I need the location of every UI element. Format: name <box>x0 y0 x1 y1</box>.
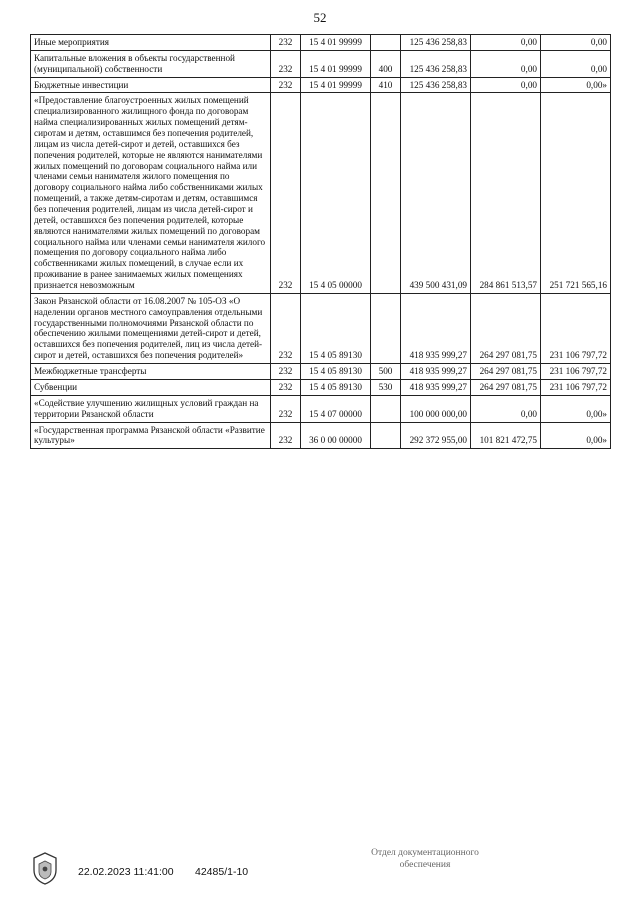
budget-table <box>30 34 611 449</box>
row-amount-2024-cell: 0,00 <box>471 77 541 93</box>
row-amount-2024-cell: 264 297 081,75 <box>471 364 541 380</box>
table-row <box>31 395 611 422</box>
table-row <box>31 364 611 380</box>
row-section-cell: 15 4 01 99999 <box>301 50 371 77</box>
row-name-cell: «Содействие улучшению жилищных условий граждан на территории Рязанской области <box>31 395 271 422</box>
row-name-cell: Межбюджетные трансферты <box>31 364 271 380</box>
row-amount-2023-cell: 125 436 258,83 <box>401 35 471 51</box>
table-row <box>31 77 611 93</box>
row-amount-2024-cell: 0,00 <box>471 395 541 422</box>
row-amount-2024-cell: 264 297 081,75 <box>471 293 541 363</box>
row-expense-cell: 400 <box>371 50 401 77</box>
row-amount-2023-cell: 292 372 955,00 <box>401 422 471 449</box>
table-row <box>31 422 611 449</box>
row-expense-cell: 500 <box>371 364 401 380</box>
row-code-cell: 232 <box>271 379 301 395</box>
row-amount-2025-cell: 0,00 <box>541 35 611 51</box>
table-row <box>31 379 611 395</box>
row-section-cell: 15 4 07 00000 <box>301 395 371 422</box>
row-code-cell: 232 <box>271 293 301 363</box>
row-code-cell: 232 <box>271 364 301 380</box>
row-amount-2024-cell: 101 821 472,75 <box>471 422 541 449</box>
row-amount-2025-cell: 0,00» <box>541 395 611 422</box>
row-amount-2023-cell: 125 436 258,83 <box>401 50 471 77</box>
budget-table-body <box>31 35 611 449</box>
row-expense-cell <box>371 395 401 422</box>
budget-table-wrap <box>30 34 610 449</box>
row-amount-2025-cell: 0,00» <box>541 422 611 449</box>
row-name-cell: Иные мероприятия <box>31 35 271 51</box>
row-amount-2023-cell: 125 436 258,83 <box>401 77 471 93</box>
page-footer <box>30 846 610 894</box>
row-section-cell: 15 4 05 89130 <box>301 364 371 380</box>
row-amount-2023-cell: 418 935 999,27 <box>401 379 471 395</box>
row-expense-cell: 410 <box>371 77 401 93</box>
row-expense-cell <box>371 293 401 363</box>
stamp-line-1: Отдел документационного <box>371 848 479 858</box>
table-row <box>31 93 611 293</box>
row-amount-2023-cell: 439 500 431,09 <box>401 93 471 293</box>
department-stamp <box>330 848 520 872</box>
row-code-cell: 232 <box>271 50 301 77</box>
table-row <box>31 35 611 51</box>
stamp-line-2: обеспечения <box>399 859 451 870</box>
row-code-cell: 232 <box>271 77 301 93</box>
row-expense-cell <box>371 422 401 449</box>
row-code-cell: 232 <box>271 93 301 293</box>
row-name-cell: «Государственная программа Рязанской области «Развитие культуры» <box>31 422 271 449</box>
footer-doc-number: 42485/1-10 <box>195 866 249 878</box>
coat-of-arms-icon <box>30 850 60 886</box>
row-section-cell: 15 4 01 99999 <box>301 35 371 51</box>
row-code-cell: 232 <box>271 395 301 422</box>
row-section-cell: 15 4 05 89130 <box>301 379 371 395</box>
row-amount-2023-cell: 100 000 000,00 <box>401 395 471 422</box>
row-section-cell: 15 4 05 89130 <box>301 293 371 363</box>
row-amount-2025-cell: 251 721 565,16 <box>541 93 611 293</box>
row-code-cell: 232 <box>271 422 301 449</box>
row-amount-2025-cell: 0,00 <box>541 50 611 77</box>
footer-date: 22.02.2023 11:41:00 <box>78 866 174 878</box>
row-name-cell: «Предоставление благоустроенных жилых помещений специализированного жилищного фонда по договорам найма специализированных жилых помещений детям-сиротам и детям, оставшимся без попечения родителей, лицам из числа детей-сирот и детей, оставшихся без попечения родителей, которые не являются нанимателями жилых помещений по договорам социального найма или членами семьи нанимателя жилого помещения по договору социального найма либо собственниками жилых помещений, а также детям-сиротам и детям, оставшимся без попечения родителей, лицам из числа детей-сирот и детей, оставшихся без попечения родителей, которые являются нанимателями жилых помещений по договорам социального найма или членами семьи нанимателя жилого помещения по договору социального найма либо собственниками жилых помещений, в случае если их проживание в ранее занимаемых жилых помещениях признается невозможным <box>31 93 271 293</box>
row-name-cell: Бюджетные инвестиции <box>31 77 271 93</box>
row-amount-2023-cell: 418 935 999,27 <box>401 364 471 380</box>
row-section-cell: 15 4 01 99999 <box>301 77 371 93</box>
row-amount-2024-cell: 0,00 <box>471 50 541 77</box>
row-name-cell: Субвенции <box>31 379 271 395</box>
row-expense-cell <box>371 93 401 293</box>
row-amount-2025-cell: 231 106 797,72 <box>541 379 611 395</box>
row-section-cell: 36 0 00 00000 <box>301 422 371 449</box>
row-amount-2023-cell: 418 935 999,27 <box>401 293 471 363</box>
table-row <box>31 50 611 77</box>
row-amount-2024-cell: 284 861 513,57 <box>471 93 541 293</box>
row-expense-cell <box>371 35 401 51</box>
row-expense-cell: 530 <box>371 379 401 395</box>
row-name-cell: Закон Рязанской области от 16.08.2007 № 105-ОЗ «О наделении органов местного самоуправления отдельными государственными полномочиями Рязанской области по обеспечению жилыми помещениями детей-сирот и детей, оставшихся без попечения родителей, лиц из числа детей-сирот и детей, оставшихся без попечения родителей» <box>31 293 271 363</box>
page-number: 52 <box>313 10 327 25</box>
row-amount-2025-cell: 231 106 797,72 <box>541 364 611 380</box>
row-amount-2025-cell: 0,00» <box>541 77 611 93</box>
row-amount-2024-cell: 0,00 <box>471 35 541 51</box>
table-row <box>31 293 611 363</box>
row-section-cell: 15 4 05 00000 <box>301 93 371 293</box>
row-amount-2025-cell: 231 106 797,72 <box>541 293 611 363</box>
row-code-cell: 232 <box>271 35 301 51</box>
row-amount-2024-cell: 264 297 081,75 <box>471 379 541 395</box>
row-name-cell: Капитальные вложения в объекты государственной (муниципальной) собственности <box>31 50 271 77</box>
